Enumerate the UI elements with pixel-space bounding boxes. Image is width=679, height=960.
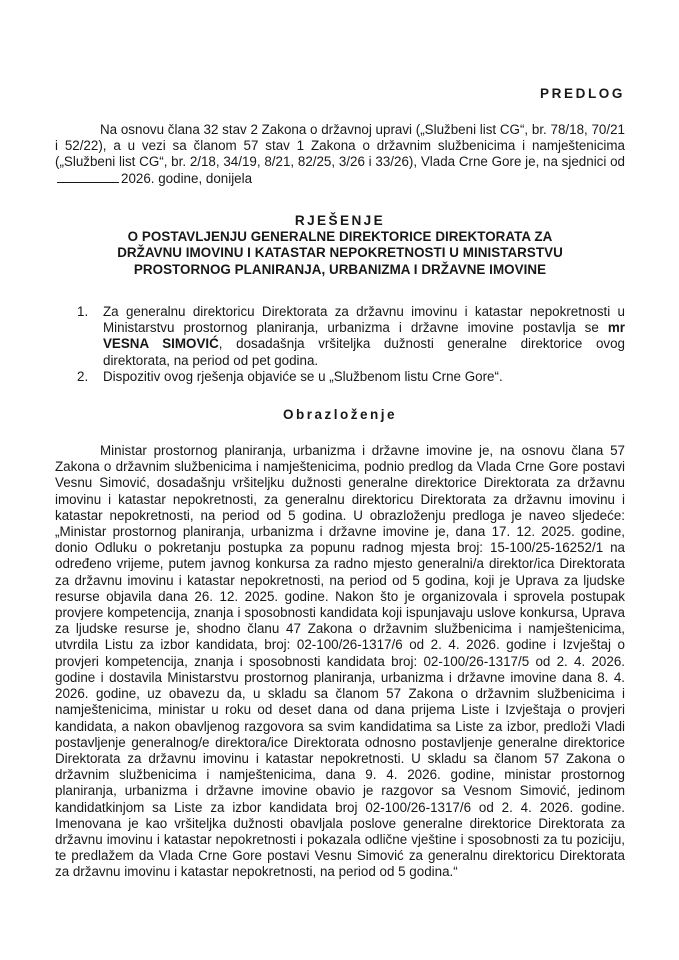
list-item (55, 304, 625, 369)
list-item-text-before: Za generalnu direktoricu Direktorata za državnu imovinu i katastar nepokretnosti u Ministarstvu prostornog planiranja, urbanizma i državne imovine postavlja se (103, 304, 625, 336)
document-title-subline-2: DRŽAVNU IMOVINU I KATASTAR NEPOKRETNOSTI U MINISTARSTVU (117, 245, 563, 261)
appointee-name: mr VESNA SIMOVIĆ (103, 320, 625, 352)
document-type-header: PREDLOG (540, 86, 625, 101)
list-item-marker: 1. (77, 304, 89, 320)
explanation-body: Ministar prostornog planiranja, urbanizma i državne imovine je, na osnovu člana 57 Zakona o državnim službenicima i namještenicima, podnio predlog da Vlada Crne Gore postavi Vesnu Simović, dosadašnju vršiteljku dužnosti generalne direktorice Direktorata za državnu imovinu i katastar nepokretnosti, za generalnu direktoricu Direktorata za državnu imovinu i katastar nepokretnosti, na period od 5 godina. U obrazloženju predloga je naveo sljedeće: „Ministar prostornog planiranja, urbanizma i državne imovine je, dana 17. 12. 2025. godine, donio Odluku o pokretanju postupka za popunu radnog mjesta broj: 15-100/25-16252/1 na određeno vrijeme, putem javnog konkursa za radno mjesto generalni/a direktor/ica Direktorata za državnu imovinu i katastar nepokretnosti, na period od 5 godina, koji je Uprava za ljudske resurse objavila dana 26. 12. 2025. godine. Nakon što je organizovala i sprovela postupak provjere kompetencija, znanja i sposobnosti kandidata koji ispunjavaju uslove konkursa, Uprava za ljudske resurse je, shodno članu 47 Zakona o državnim službenicima i namještenicima, utvrdila Listu za izbor kandidata, broj: 02-100/26-1317/6 od 2. 4. 2026. godine i Izvještaj o provjeri kompetencija, znanja i sposobnosti kandidata broj: 02-100/26-1317/5 od 2. 4. 2026. godine i dostavila Ministarstvu prostornog planiranja, urbanizma i državne imovine dana 8. 4. 2026. godine, uz obavezu da, u skladu sa članom 57 Zakona o državnim službenicima i namještenicima, ministar u roku od deset dana od dana prijema Liste i Izvještaja o provjeri kandidata, a nakon obavljenog razgovora sa svim kandidatima sa Liste za izbor, predloži Vladi postavljenje generalnog/e direktora/ice Direktorata odnosno postavljenje generalne direktorice Direktorata za državnu imovinu i katastar nepokretnosti. U skladu sa članom 57 Zakona o državnim službenicima i namještenicima, dana 9. 4. 2026. godine, ministar prostornog planiranja, urbanizma i državne imovine obavio je razgovor sa Vesnom Simović, jedinom kandidatkinjom sa Liste za izbor kandidata broj 02-100/26-1317/6 od 2. 4. 2026. godine. Imenovana je kao vršiteljka dužnosti obavljala poslove generalne direktorice Direktorata za državnu imovinu i katastar nepokretnosti i pokazala odlične vještine i sposobnosti za tu poziciju, te predlažem da Vlada Crne Gore postavi Vesnu Simović za generalnu direktoricu Direktorata za državnu imovinu i katastar nepokretnosti, na period od 5 godina.“ (55, 443, 625, 880)
legal-basis-text-part1: Na osnovu člana 32 stav 2 Zakona o državnoj upravi („Službeni list CG“, br. 78/18, 70/21 i 52/22), a u vezi sa članom 57 stav 1 Zakona o državnim službenicima i namještenicima („Službeni list CG“, br. 2/18, 34/19, 8/21, 82/25, 3/26 i 33/26), Vlada Crne Gore je, na sjednici od (55, 122, 625, 170)
document-title-main: RJEŠENJE (294, 212, 386, 228)
provisions-list (55, 304, 625, 385)
document-title-block (55, 212, 625, 278)
explanation-heading: Obrazloženje (282, 407, 398, 423)
document-title-subline-1: O POSTAVLJENJU GENERALNE DIREKTORICE DIREKTORATA ZA (127, 228, 553, 244)
date-blank-fill (57, 171, 119, 183)
list-item-text-after: , dosadašnja vršiteljka dužnosti generalne direktorice ovog direktorata, na period od pet godina. (103, 336, 625, 368)
list-item-text-before: Dispozitiv ovog rješenja objaviće se u „Službenom listu Crne Gore“. (103, 368, 503, 384)
list-item-marker: 2. (77, 368, 89, 384)
legal-basis-paragraph (55, 122, 625, 187)
document-title-subline-3: PROSTORNOG PLANIRANJA, URBANIZMA I DRŽAVNE IMOVINE (133, 261, 547, 277)
legal-basis-text-part2: 2026. godine, donijela (121, 170, 253, 186)
list-item (55, 369, 625, 385)
